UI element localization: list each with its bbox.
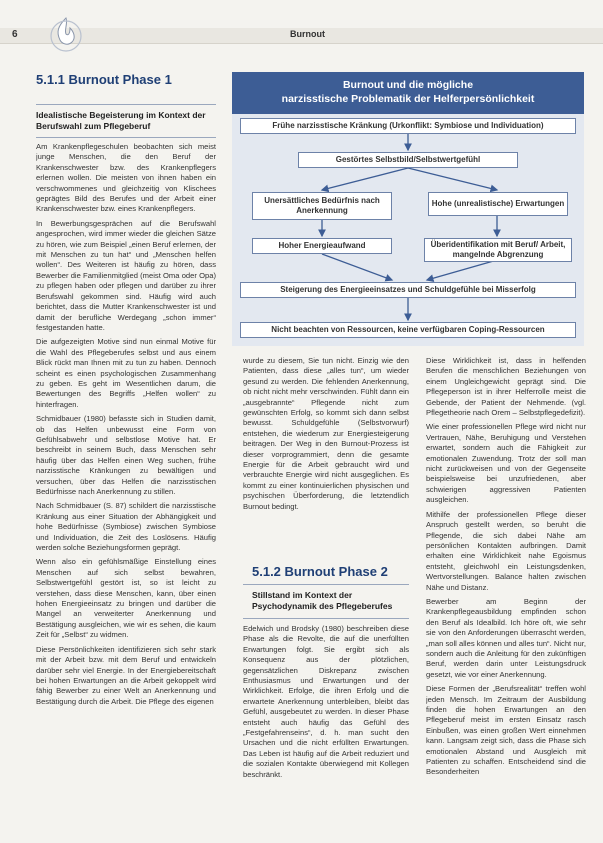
arrow [322, 254, 392, 280]
diagram-node: Gestörtes Selbstbild/Selbstwertgefühl [298, 152, 518, 168]
text-column-2 [243, 356, 409, 552]
paragraph: wurde zu diesem, Sie tun nicht. Einzig wie den Patienten, dass diese „alles tun“, um wieder gesund zu werden. Die fehlenden Anerkennung, ob nicht nicht mehr verschwinden. Fühlt dann ein „ausgebrannte“ Pflegende nicht zum gewünschten Erfolg, so kommt sich dann selbst bewusst. Schuldgefühle (Selbstvorwurf) entstehen, die wiederum zur Energiesteigerung beitragen. Der Weg in den Burnout-Prozess ist dieser vorprogrammiert, denn die gesamte Energie für die Arbeit gebraucht wird und verbrauchte Energie wird nicht ausgeglichen. Es kommt zu einer kontinuierlichen physischen und psychischen Überforderung, die letztendlich Burnout bedingt. [243, 356, 409, 511]
chapter-title: Burnout [290, 29, 325, 39]
text-column-1 [36, 142, 216, 836]
diagram-node: Nicht beachten von Ressourcen, keine verfügbaren Coping-Ressourcen [240, 322, 576, 338]
divider [36, 104, 216, 105]
section-title: 5.1.2 Burnout Phase 2 [252, 564, 388, 579]
diagram-title-line2: narzisstische Problematik der Helferpersönlichkeit [281, 93, 535, 105]
diagram-node: Überidentifikation mit Beruf/ Arbeit, mangelnde Abgrenzung [424, 238, 572, 262]
burnout-diagram [232, 72, 584, 346]
text-column-2b [243, 624, 409, 836]
paragraph: Bewerber am Beginn der Krankenpflegeausbildung empfinden schon den Beruf als Idealbild. Ich höre oft, wie sehr sie von den Anforderungen überrascht werden, „man soll alles können und alles tun“. Nicht nur, sondern auch die Anleitung für den zukünftigen Beruf, werden darin unter Leistungsdruck gesetzt, wie vor einer Anerkennung. [426, 596, 586, 679]
flame-logo-icon [44, 14, 88, 54]
text-column-3 [426, 356, 586, 836]
divider [36, 137, 216, 138]
arrow [408, 168, 497, 190]
page-number: 6 [12, 29, 18, 40]
paragraph: Am Krankenpflegeschulen beobachten sich meist junge Menschen, die den Beruf der Krankenschwester bzw. des Krankenpflegers erlernen wollen. Die meisten von ihnen haben ein verschwommenes und gleichzeitig von Klischees geprägtes Bild des Berufes und der Arbeit einer Krankenschwester bzw. eines Krankenpflegers. [36, 142, 216, 214]
diagram-node: Steigerung des Energieeinsatzes und Schuldgefühle bei Misserfolg [240, 282, 576, 298]
divider [243, 618, 409, 619]
paragraph: Wie einer professionellen Pflege wird nicht nur Vertrauen, Nähe, Beruhigung und Verstehen erwartet, sondern auch die Fähigkeit zur emotionalen Zuwendung. Trotz der soll man nicht zurückweisen und von der Gegenseite beispielsweise bei unzufriedenen, aber schwierigen aggressiven Patienten ausgleichen. [426, 422, 586, 505]
section-title: 5.1.1 Burnout Phase 1 [36, 72, 172, 87]
paragraph: Die aufgezeigten Motive sind nun einmal Motive für die Wahl des Pflegeberufes selbst und aus einem Blick rückt man Ihnen mit zu tun zu haben. Dennoch scheint es einen psychologischen Zusammenhang zu geben. Es geht im Wesentlichen darum, die Bewertungen des Begriffs „Helfen wollen“ zu hinterfragen. [36, 337, 216, 409]
paragraph: Mithilfe der professionellen Pflege dieser Anspruch gestellt werden, so beruht die Pflegende, die sich dabei Nähe am persönlichen Kontakten aufbringen. Damit erhalten eine Wirklichkeit nahe Egoismus entsteht, gleichwohl ein Leistungsdenken, Wertvorstellungen. Balance halten zwischen Nähe und Distanz. [426, 509, 586, 592]
arrow [322, 168, 408, 190]
diagram-node: Frühe narzisstische Kränkung (Urkonflikt: Symbiose und Individuation) [240, 118, 576, 134]
paragraph: Edelwich und Brodsky (1980) beschreiben diese Phase als die Revolte, die auf die unerfüllten Erwartungen folgt. Sie ergibt sich als Konsequenz aus der plötzlichen, gegensätzlichen Diskrepanz zwischen Enthusiasmus und Erwartungen und der Wirklichkeit. Erfolge, die ihren Erfolg und die erwartete Anerkennung unterbleiben, bleibt das Gefühl, ausgebeutet zu werden. In dieser Phase entsteht auch häufig das Gefühl des „Festgefahrenseins“, d. h. man sucht den Ursachen und die nicht erfüllten Erwartungen. Das Leben ist häufig auf die Arbeit reduziert und die sozialen Kontakte überwiegend mit Kollegen beschränkt. [243, 624, 409, 779]
diagram-node: Hohe (unrealistische) Erwartungen [428, 192, 568, 216]
paragraph: Wenn also ein gefühlsmäßige Einstellung eines Menschen auf sich selbst bewahren, Selbstwertgefühl gestört ist, so ist leicht zu verstehen, dass diese Menschen, kann, über einen hohen Energieeinsatz zu bringen und darüber die Mangel an verweiterter Anerkennung und Bestätigung ausgleichen, wie wir es sehen, die kaum Zeit für „Selbst“ zu widmen. [36, 557, 216, 640]
paragraph: In Bewerbungsgesprächen auf die Berufswahl angesprochen, wird immer wieder die gleichen Sätze zu hören, wie zum Beispiel „einen Beruf erlernen, der mit Menschen zu tun hat“ und „Menschen helfen wollen“. Des Weiteren ist häufig zu hören, dass Bewerber die Familienmitglied (meist Oma oder Opa) zu pflegen haben oder pflegen und darüber zu ihrer Berufswahl gekommen sind. Häufig wird auch berichtet, dass die Mutter Krankenschwester ist und damit der berufliche Werdegang „schon immer“ festgestanden hatte. [36, 218, 216, 332]
paragraph: Diese Persönlichkeiten identifizieren sich sehr stark mit der Arbeit bzw. mit dem Beruf und entwickeln darüber sehr viel Energie. In der Energiebereitschaft bei hohen Erwartungen an die Arbeit gekoppelt wird fähig Bewerber zu einer Welt an Anerkennung und Bestätigung durch die Arbeit. Die Pflege des eigenen [36, 644, 216, 706]
paragraph: Schmidbauer (1980) befasste sich in Studien damit, ob das Helfen unbewusst eine Form von Gefühlsabwehr und selbstlose Motive hat. Er beschreibt in seinem Buch, dass Menschen sehr häufig über das Helfen einen Weg suchen, frühe narzisstische Kränkungen zu bewältigen und versuchen, über das Helfen die narzisstischen Bedürfnisse nach Anerkennung zu stillen. [36, 414, 216, 496]
section-subheading: Idealistische Begeisterung im Kontext der Berufswahl zum Pflegeberuf [36, 110, 206, 131]
diagram-node: Hoher Energieaufwand [252, 238, 392, 254]
diagram-title-line1: Burnout und die mögliche [342, 79, 474, 91]
paragraph: Diese Formen der „Berufsrealität“ treffen wohl jeden Mensch. Im Zeitraum der Ausbildung finden die hohen Erwartungen an den Pflegeberuf meist im ersten Einsatz rasch Einbußen, was einen großen Wert einnehmen kann. Langsam zeigt sich, dass die Phase sich emotionalen Abstand und Ausgleich mit Patienten zu schaffen. Entscheidend sind die Besonderheiten [426, 684, 586, 777]
paragraph: Nach Schmidbauer (S. 87) schildert die narzisstische Kränkung aus einer Situation der Abhängigkeit und hohe Bedürfnisse (Symbiose) zwischen Symbiose und Individuation, die Zeit des Loslösens. Häufig werden solche Beziehungsformen geprägt. [36, 501, 216, 553]
arrow [427, 260, 497, 280]
paragraph: Diese Wirklichkeit ist, dass in helfenden Berufen die menschlichen Beziehungen von einem Ungleichgewicht geprägt sind. Die Pflegeperson ist in ihrer Helferrolle meist die Gebende, der Patient der Nehmende. (vgl. Pflegetheorie nach Orem – Selbstpflegedefizit). [426, 356, 586, 418]
section-subheading: Stillstand im Kontext der Psychodynamik des Pflegeberufes [252, 590, 393, 611]
page-header [0, 0, 603, 46]
diagram-node: Unersättliches Bedürfnis nach Anerkennung [252, 192, 392, 220]
divider [243, 584, 409, 585]
